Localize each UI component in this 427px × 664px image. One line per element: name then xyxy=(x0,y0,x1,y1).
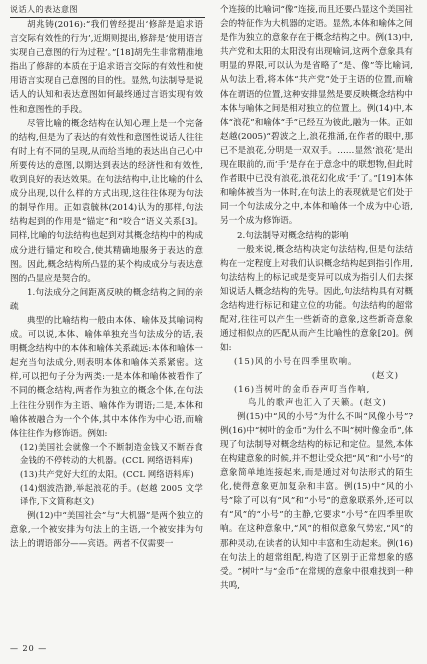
example-sentence: (16)当树叶的金币吞声叮当作响, xyxy=(234,383,371,394)
example-sentence: (12)美国社会就像一个不断制造金钱又不断吞食金钱的不停转动的大机器。(CCL 网络语料库) xyxy=(20,441,203,466)
paragraph: 例(15)中“风的小号”为什么不叫“风像小号”?例(16)中“树叶的金币”为什么不叫“树叶像金币”,体现了句法制导对概念结构的标记和定位。显然,本体在构建意象的时候,并不想让受众把“风”和“小号”的意象简单地连接起来,而是通过对句法形式的陌生化,使得意象更加复杂和丰富。例(15)中“风的小号”除了可以有“风”和“小号”的意象联系外,还可以有“风”的“小号”的主静,它要求“小号”在四季里吹响。在这种意象中,“风”的相似意象气势宏,“风”的那种灵动,在读者的认知中丰富和生动起来。例(16)在句法上的超常组配,构造了区别于正常想象的感受。“树叶”与“金币”在常规的意象中很难找到一种共鸣, xyxy=(220,411,413,591)
left-column xyxy=(10,18,203,551)
section-heading: 2.句法制导对概念结构的影响 xyxy=(237,230,349,241)
paragraph: 典型的比喻结构一般由本体、喻体及其喻词构成。可以说,本体、喻体单独充当句法成分的话,表明概念结构中的本体和喻体关系疏远:本体和喻体一起充当句法成分,则表明本体和喻体关系紧密。这样,可以把句子分为两类:一是本体和喻体被看作了不同的概念结构,两者作为独立的概念个体,在句法上往往分别作为主语、喻体作为谓语;二是,本体和喻体被融合为一个个体,其中本体作为中心语,而喻体往往作为修饰语。例如: xyxy=(10,315,203,439)
paragraph: 一般来说,概念结构决定句法结构,但是句法结构在一定程度上对我们认识概念结构起到指引作用,句法结构上的标记或是变异可以成为指引人们去探知说话人概念结构的先导。因此,句法结构具有对概念结构进行标记和建立位的功能。句法结构的超常配对,往往可以产生一些新奇的意象,这些新奇意象通过相似点的匹配从而产生比喻性的意象[20]。例如: xyxy=(220,244,413,354)
example-sentence: (15)风的小号在四季里吹响。 xyxy=(234,356,358,367)
paragraph: 例(12)中“美国社会”与“大机器”是两个独立的意象,一个被安排为句法上的主语,一个被安排为句法上的谓语部分——宾语。两者不仅需要一 xyxy=(10,510,203,549)
paragraph: 胡兆铸(2016):“我们曾经提出‘修辞是追求语言交际有效性的行为’,近期则提出,修辞是‘使用语言实现自己意图的行为过程’。”[18]胡先生非常精准地指出了修辞的本质在于追求语言交际的有效性和使用语言实现自己意图的目的性。显然,句法制导是说话人的认知和表达意图如何最终通过言语实现有效性和意图性的手段。 xyxy=(10,20,203,115)
example-sentence: 鸟儿的歌声也汇入了天籁。(赵文) xyxy=(248,397,387,408)
example-source: (赵文) xyxy=(371,369,399,380)
running-header: 说话人的表达意图 xyxy=(10,5,78,14)
example-sentence: (14)烟波浩渺,举起浪花的手。(赵越 2005 文学译作,下文简称赵文) xyxy=(20,482,203,507)
section-heading: 1.句法成分之间距离反映的概念结构之间的亲疏 xyxy=(10,287,203,312)
right-column xyxy=(220,3,413,593)
paragraph: 个连接的比喻词“像”连接,而且还要凸显这个美国社会的特征作为大机器的定语。显然,本体和喻体之间是作为独立的意象存在于概念结构之中。例(13)中,共产党和太阳的太阳没有出现喻词,这两个意象具有明显的界限,可以认为是省略了“是、像”等比喻词,从句法上看,将本体“共产党”处于主语的位置,而喻体在谓语的位置,这种安排显然是要反映概念结构中本体与喻体之间是相对独立的位置上。例(14)中,本体“浪花”和喻体“手”已经互为彼此,融为一体。正如赵越(2005)“碧波之上,浪花推涌,在作者的眼中,那已不是浪花,分明是一双双手。……显然‘浪花’是出现在眼前的,而‘手’是存在于意念中的联想物,但此时作者眼中已没有浪花,浪花幻化成‘手’了。”[19]本体和喻体被当为一体时,在句法上的表现就是它们处于同一个句法成分之中,本体和喻体一个成为中心语,另一个成为修饰语。 xyxy=(220,5,413,227)
example-sentence: (13)共产党好大红的太阳。(CCL 网络语料库) xyxy=(20,469,194,479)
paragraph: 尽管比喻的概念结构在认知心理上是一个完备的结构,但是为了表达的有效性和意图性说话人往往有时上有不同的呈现,从而给当地的表达出自己心中所要传达的意图,以期达到表达的经济性和有效性,收到良好的表达效果。在句法结构中,让比喻的什么成分出现,以什么样的方式出现,这往往体现为句法的制导作用。正如袁毓林(2014)认为的那样,句法结构起到的作用是“锚定”和“咬合”语义关系[3]。同样,比喻的句法结构也起到对其概念结构中的构成成分进行锚定和咬合,使其精确地服务于表达的意图。因此,概念结构所凸显的某个构成成分与表达意图的凸显应是契合的。 xyxy=(10,118,203,284)
page-number: — 20 — xyxy=(10,644,48,653)
